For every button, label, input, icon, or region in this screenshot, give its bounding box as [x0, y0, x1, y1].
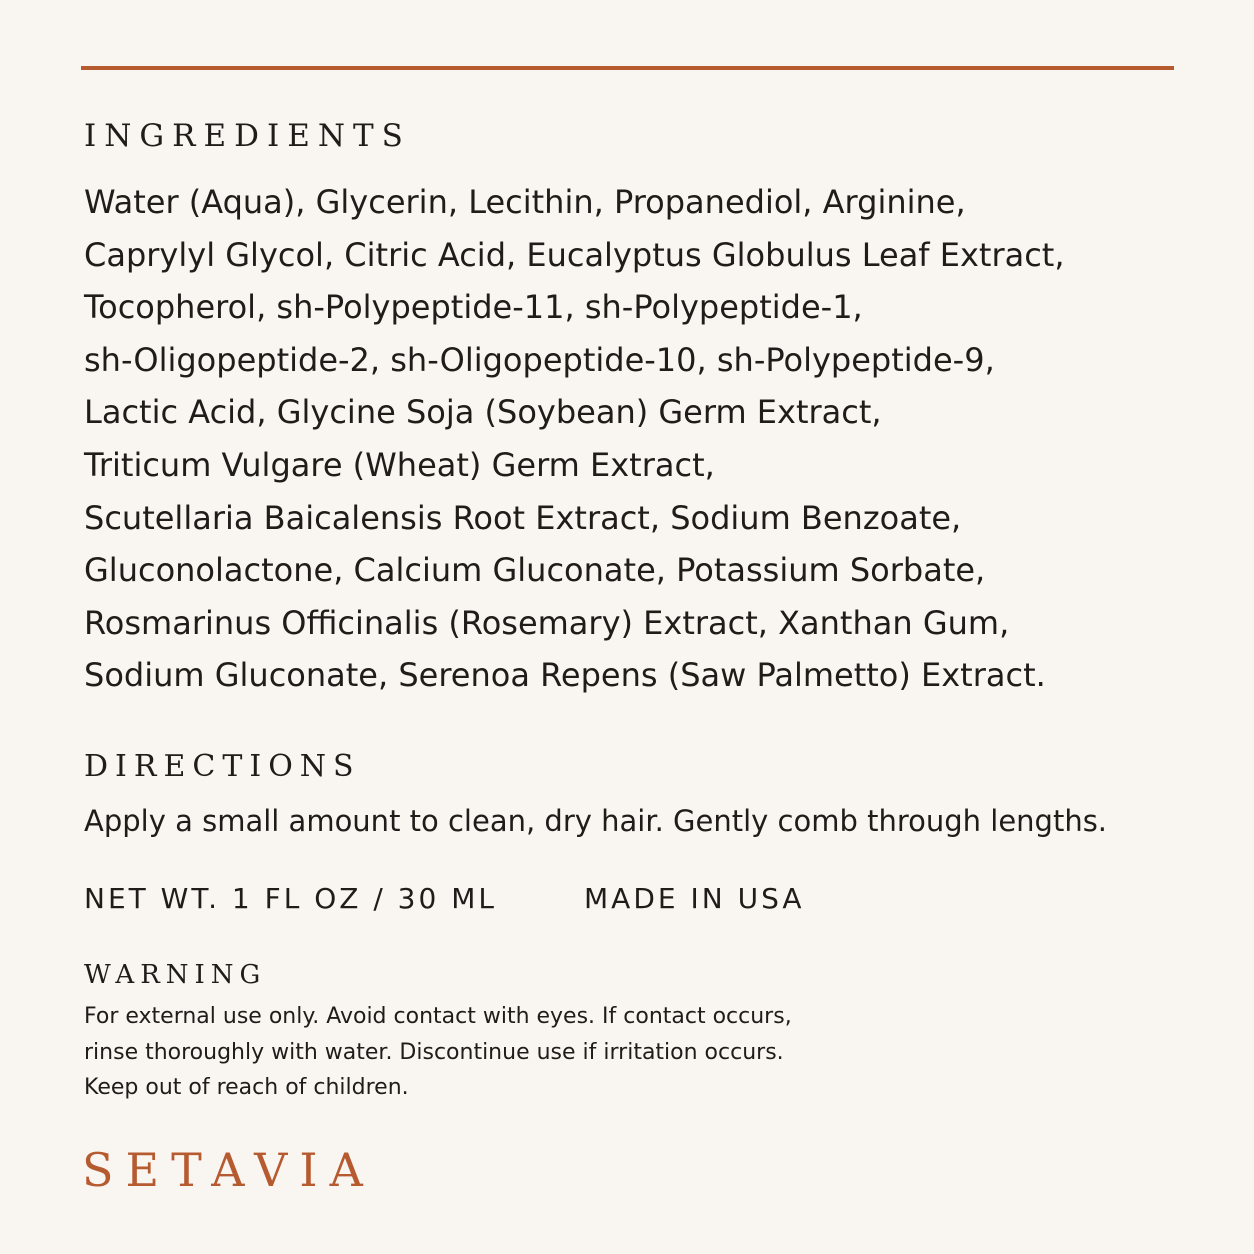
warning-line: For external use only. Avoid contact with eyes. If contact occurs, — [84, 1004, 792, 1029]
ingredients-line: Tocopherol, sh-Polypeptide-11, sh-Polypeptide-1, — [84, 288, 863, 327]
ingredients-line: Water (Aqua), Glycerin, Lecithin, Propanediol, Arginine, — [84, 183, 966, 221]
warning-line: rinse thoroughly with water. Discontinue use if irritation occurs. — [84, 1039, 784, 1065]
warning-line: Keep out of reach of children. — [84, 1075, 409, 1100]
ingredients-line: Triticum Vulgare (Wheat) Germ Extract, — [84, 445, 715, 484]
ingredients-line: Scutellaria Baicalensis Root Extract, Sodium Benzoate, — [84, 498, 962, 537]
ingredients-heading: INGREDIENTS — [84, 118, 411, 154]
ingredients-line: sh-Oligopeptide-2, sh-Oligopeptide-10, sh-Polypeptide-9, — [84, 340, 995, 379]
brand-logo: SETAVIA — [82, 1143, 375, 1197]
ingredients-line: Lactic Acid, Glycine Soja (Soybean) Germ Extract, — [84, 393, 882, 432]
ingredients-line: Rosmarinus Officinalis (Rosemary) Extract, Xanthan Gum, — [84, 603, 1010, 642]
ingredients-line: Gluconolactone, Calcium Gluconate, Potassium Sorbate, — [84, 551, 986, 590]
warning-heading: WARNING — [84, 960, 267, 990]
ingredients-line: Caprylyl Glycol, Citric Acid, Eucalyptus Globulus Leaf Extract, — [84, 235, 1065, 274]
made-in-label: MADE IN USA — [584, 882, 805, 915]
warning-list — [84, 999, 792, 1106]
ingredients-line: Sodium Gluconate, Serenoa Repens (Saw Palmetto) Extract. — [84, 656, 1046, 695]
net-weight: NET WT. 1 FL OZ / 30 ML — [84, 882, 497, 915]
directions-text: Apply a small amount to clean, dry hair. Gently comb through lengths. — [84, 804, 1108, 838]
ingredients-list — [84, 176, 1065, 702]
top-divider — [81, 66, 1174, 70]
directions-heading: DIRECTIONS — [84, 749, 361, 784]
